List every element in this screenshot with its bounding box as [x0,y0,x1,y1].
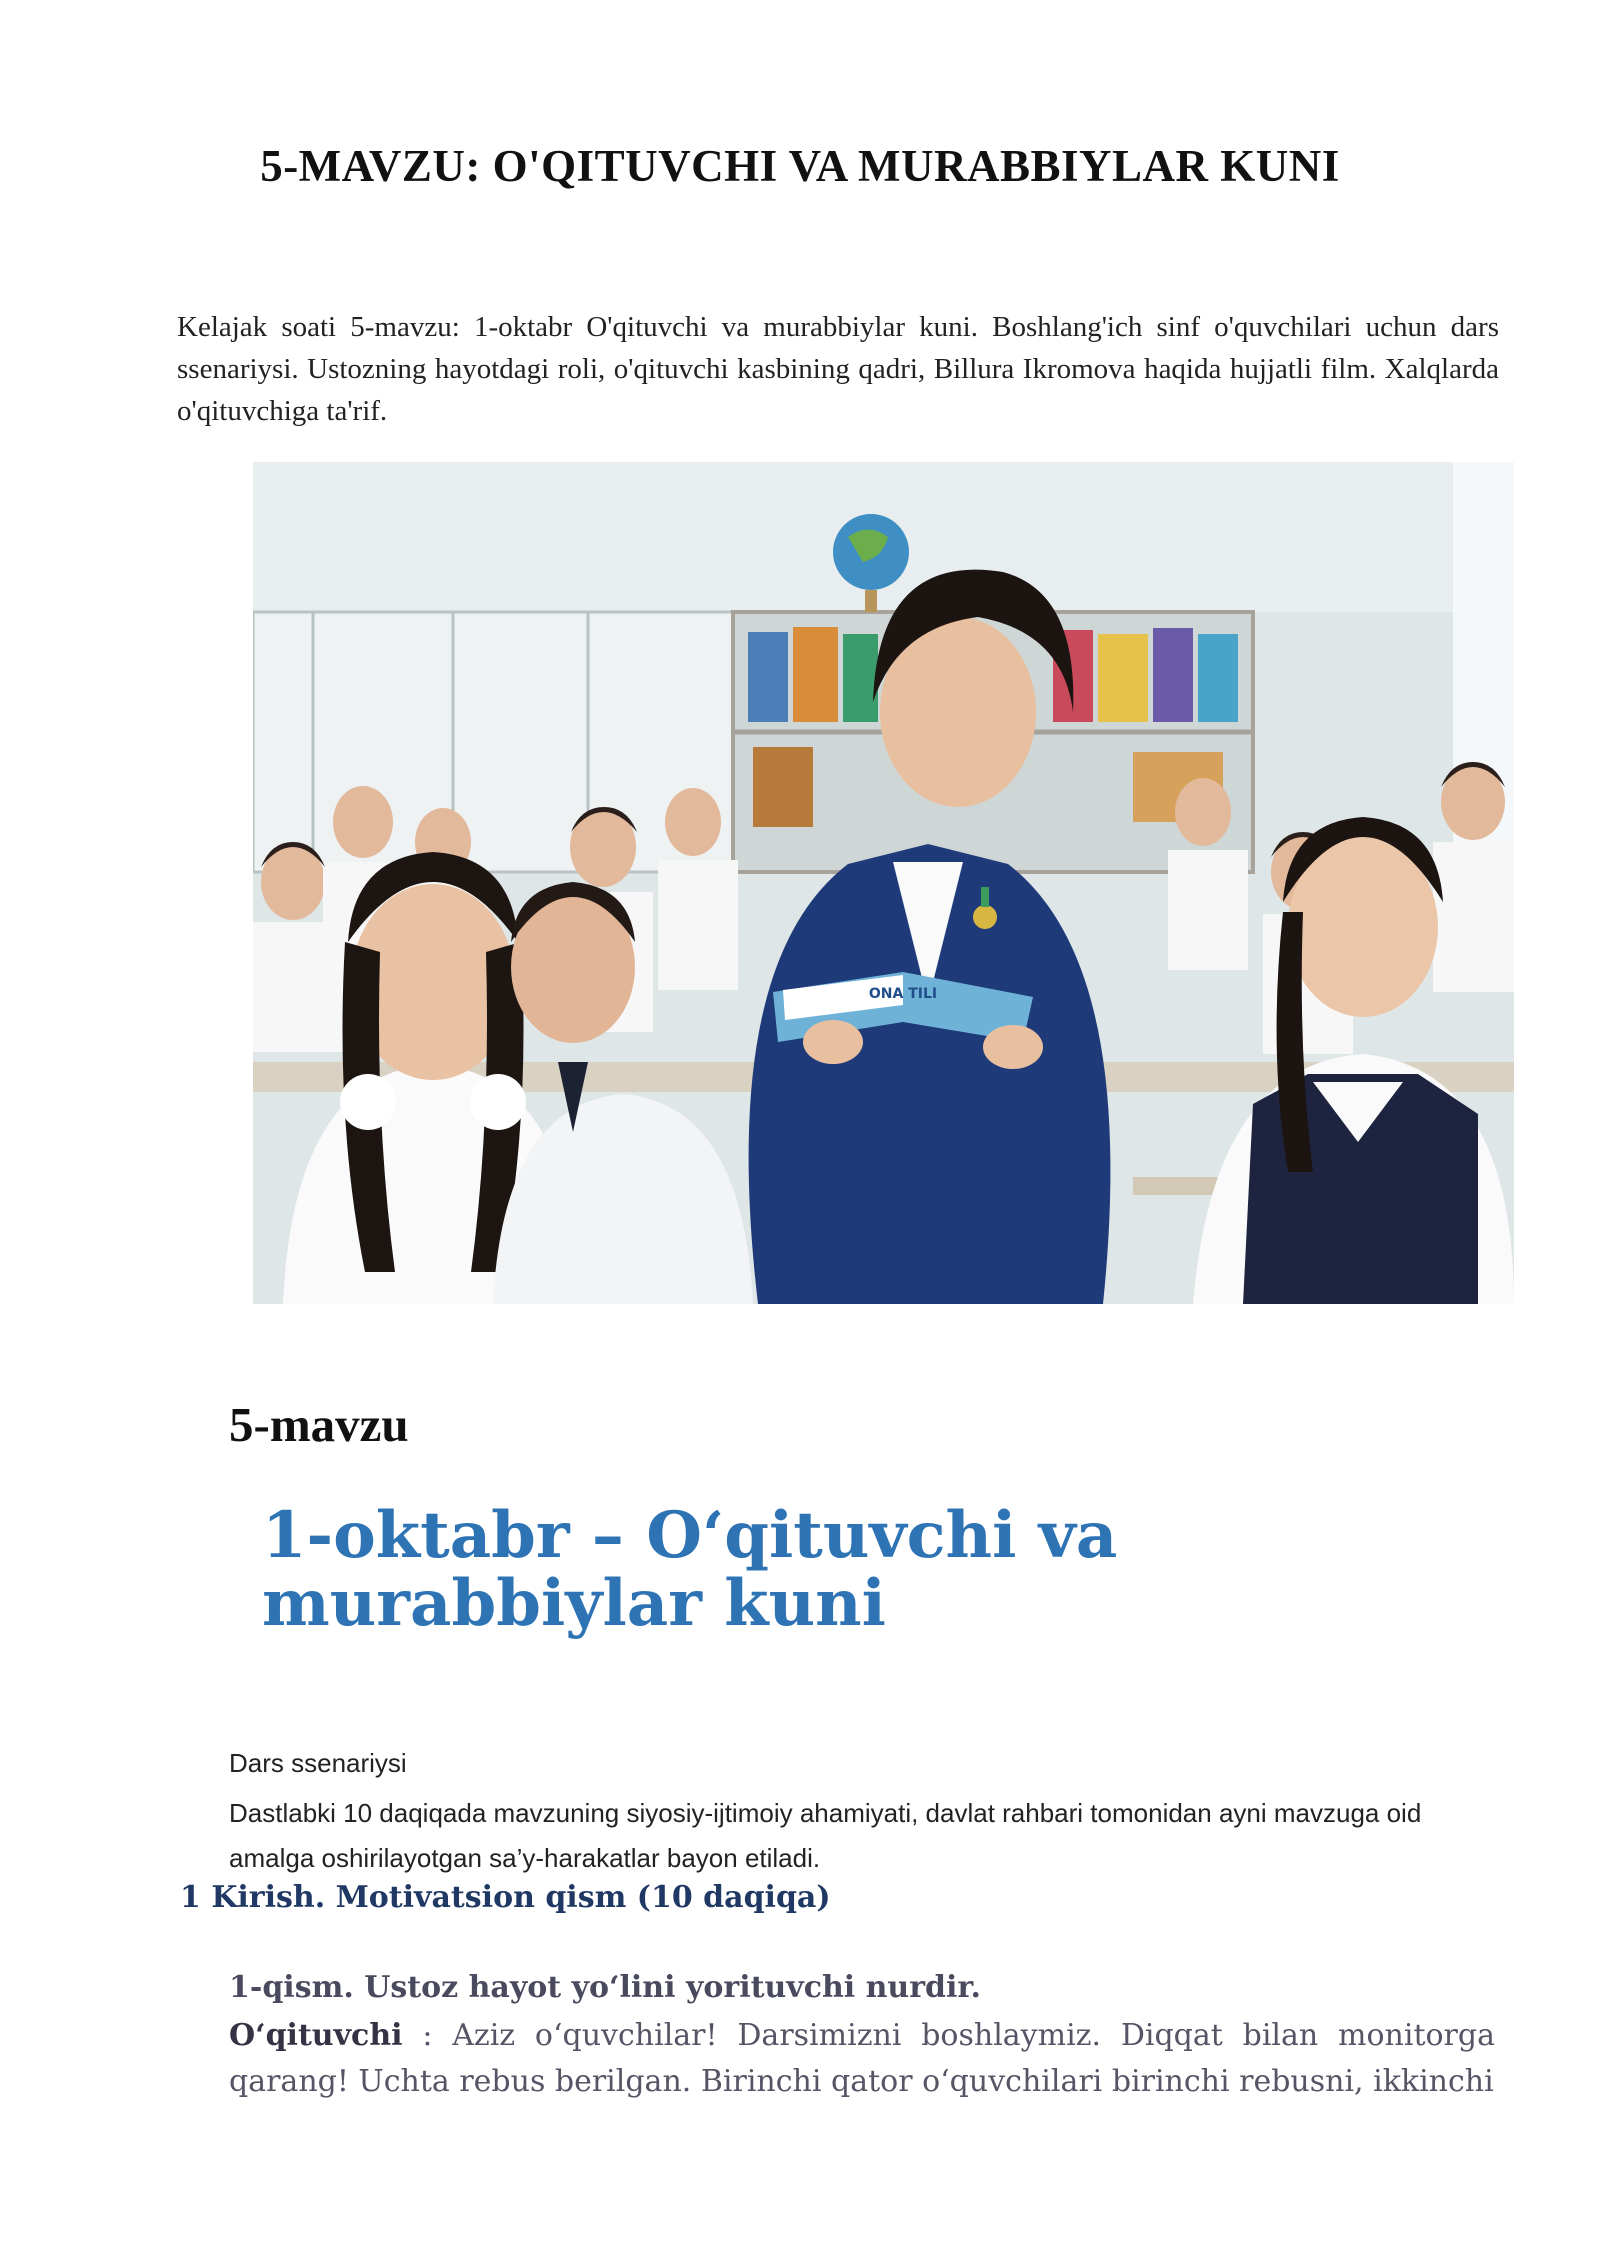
main-heading: 1-oktabr – O‘qituvchi va murabbiylar kuni [262,1498,1118,1641]
dialogue-text: : Aziz o‘quvchilar! Darsimizni boshlaymiz. Diqqat bilan monitorga qarang! Uchta rebus berilgan. Birinchi qator o‘quvchilari birinchi rebusni, ikkinchi [229,2018,1495,2099]
dialogue-paragraph [229,2013,1495,2105]
topic-label: 5-mavzu [229,1397,409,1452]
photo-book-text: ONA TILI [868,986,938,1002]
intro-paragraph: Kelajak soati 5-mavzu: 1-oktabr O'qituvchi va murabbiylar kuni. Boshlang'ich sinf o'quvchilari uchun dars ssenariysi. Ustozning hayotdagi roli, o'qituvchi kasbining qadri, Billura Ikromova haqida hujjatli film. Xalqlarda o'qituvchiga ta'rif. [177,311,1499,427]
lesson-description: Dastlabki 10 daqiqada mavzuning siyosiy-ijtimoiy ahamiyati, davlat rahbari tomonidan ayni mavzuga oid amalga oshirilayotgan sa’y-harakatlar bayon etiladi. [229,1798,1422,1873]
speaker-label: O‘qituvchi [229,2018,403,2053]
section-title: 1 Kirish. Motivatsion qism (10 daqiqa) [180,1880,831,1915]
lesson-label: Dars ssenariysi [229,1748,407,1778]
classroom-photo [253,462,1514,1304]
document-title: 5-MAVZU: O'QITUVCHI VA MURABBIYLAR KUNI [260,141,1340,191]
part-title: 1-qism. Ustoz hayot yo‘lini yorituvchi nurdir. [229,1970,981,2005]
